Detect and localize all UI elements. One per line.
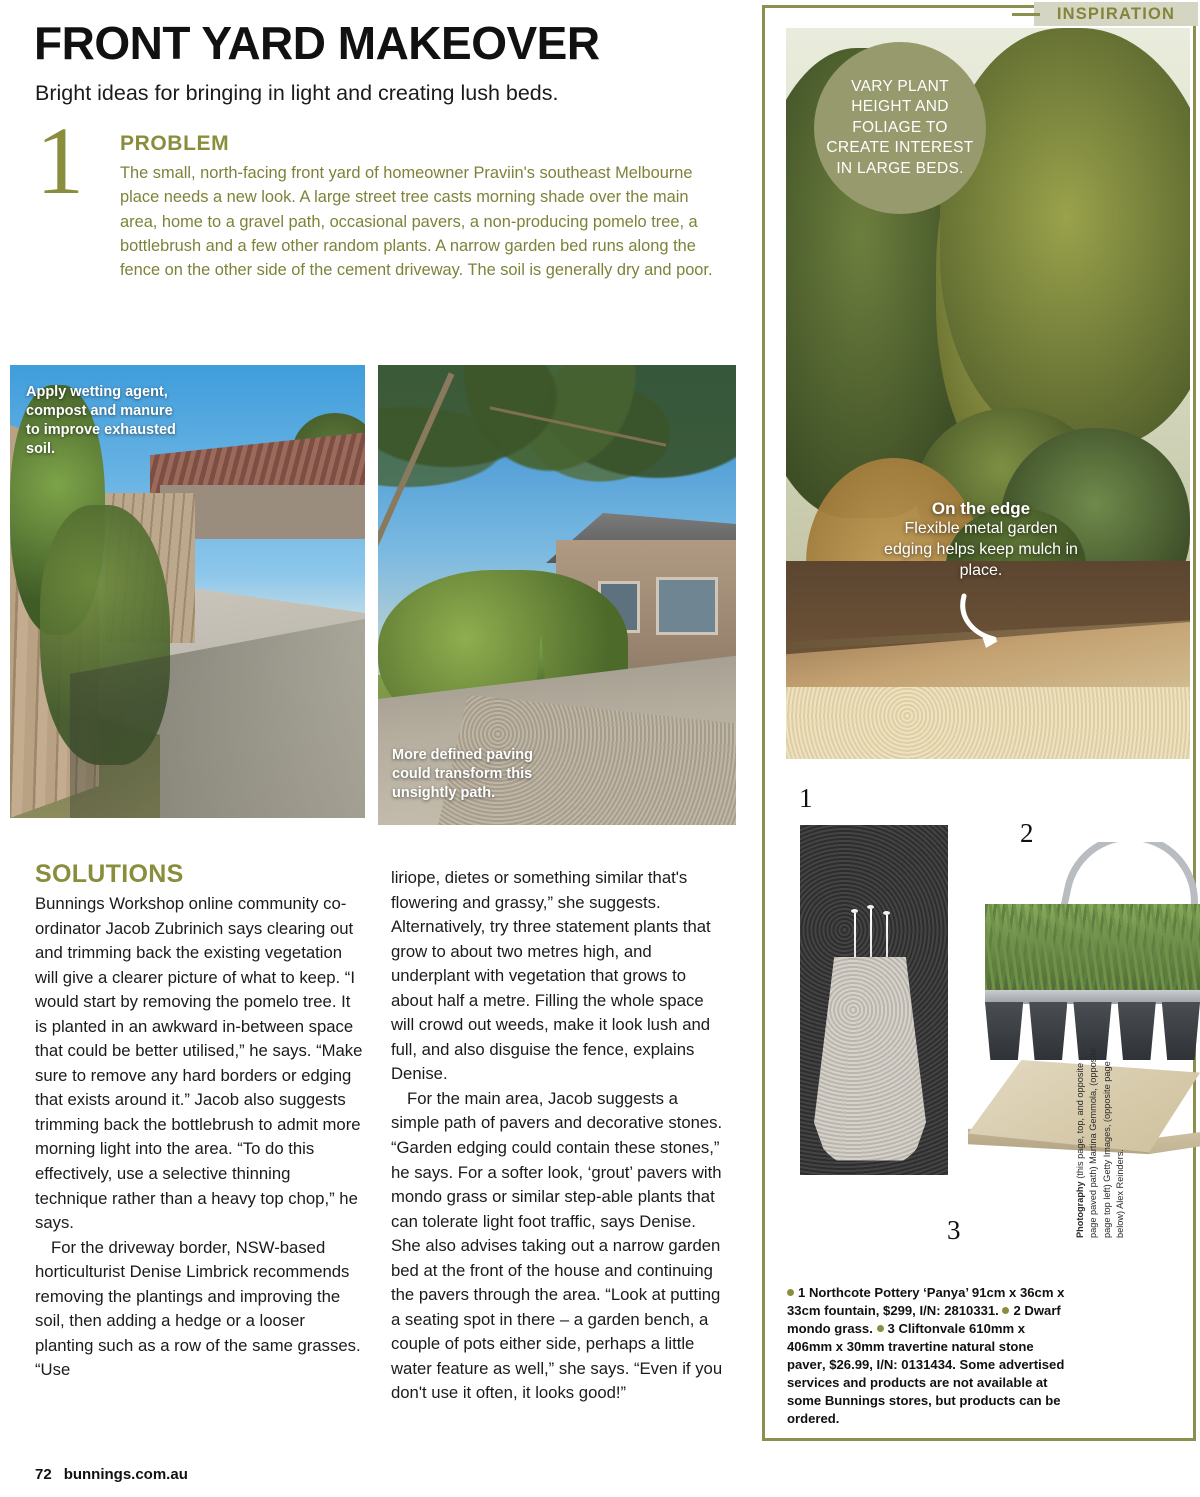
solutions-col2-para-1: liriope, dietes or something similar that's flowering and grassy,” she suggests. Alternatively, try three statement plants that grow to about two metres high, and underplant with vegetation that grows to about half a metre. Filling the whole space will crowd out weeds, make it look lush and full, and also disguise the fence, explains Denise. <box>391 868 711 1084</box>
product-number-2: 2 <box>1020 818 1034 848</box>
page-number: 72 <box>35 1466 52 1483</box>
solutions-heading: SOLUTIONS <box>35 860 184 888</box>
solutions-column-2 <box>391 866 727 1406</box>
product-number-1: 1 <box>799 783 813 813</box>
product-image-mondo-grass <box>985 842 1200 1062</box>
product-image-fountain <box>800 825 948 1175</box>
tray-pot <box>985 1002 1023 1060</box>
photo-front-yard-fence <box>10 365 365 818</box>
problem-section <box>120 132 720 282</box>
problem-text: The small, north-facing front yard of homeowner Praviin's southeast Melbourne place needs a new look. A large street tree casts morning shade over the main area, home to a gravel path, occasional pavers, a non-producing pomelo tree, a bottlebrush and a few other random plants. A narrow garden bed runs along the fence on the other side of the cement driveway. The soil is generally dry and poor. <box>120 164 713 280</box>
page-title: FRONT YARD MAKEOVER <box>34 17 600 69</box>
solutions-col1-para-2: For the driveway border, NSW-based horticulturist Denise Limbrick recommends removing the plantings and improving the soil, then adding a hedge or a looser planting such as a row of the same grasses. “Use <box>35 1237 361 1380</box>
credit-label: Photography <box>1075 1181 1085 1238</box>
tray-pot <box>1162 1002 1200 1060</box>
fountain-jet-top-2 <box>867 905 874 909</box>
page-footer <box>35 1466 188 1483</box>
inspiration-rule <box>1012 13 1040 16</box>
curved-arrow-icon <box>958 592 1018 652</box>
caption-1-number: 1 <box>798 1285 806 1300</box>
caption-2-number: 2 <box>1013 1303 1021 1319</box>
bullet-dot-icon <box>877 1325 884 1332</box>
product-disclaimer: Some advertised services and products are not available at some Bunnings stores, but products can be ordered. <box>787 1357 1065 1427</box>
tray-pot <box>1029 1002 1067 1060</box>
callout-circle: VARY PLANT HEIGHT AND FOLIAGE TO CREATE INTEREST IN LARGE BEDS. <box>814 42 986 214</box>
caption-1-pre: Northcote Pottery ‘Panya’ 91cm x 36cm x 33cm <box>787 1285 1065 1319</box>
fountain-jet-top-3 <box>883 911 890 915</box>
bullet-dot-icon <box>1002 1307 1009 1314</box>
inspiration-tab: INSPIRATION <box>1034 2 1198 26</box>
on-the-edge-caption <box>882 498 1080 582</box>
caption-3-post: , $26.99, I/N: 0131434. <box>821 1357 956 1373</box>
photo-a-caption: Apply wetting agent, compost and manure to improve exhausted soil. <box>26 384 176 457</box>
on-the-edge-title: On the edge <box>931 499 1031 518</box>
solutions-column-1 <box>35 892 365 1383</box>
footer-website: bunnings.com.au <box>63 1466 188 1483</box>
caption-2-bold: Dwarf mondo grass. <box>787 1303 1061 1337</box>
solutions-col1-para-1: Bunnings Workshop online community co-ordinator Jacob Zubrinich says clearing out and trimming back the existing vegetation will give a clearer picture of what to keep. “I would start by removing the pomelo tree. It is planted in an awkward in-between space that could be better utilised,” he says. “Make sure to remove any hard borders or edging that exists around it.” Jacob also suggests trimming back the bottlebrush to admit more morning light into the area. “To do this effectively, use a selective thinning technique rather than a heavy top chop,” he says. <box>35 894 363 1233</box>
mondo-grass-foliage <box>985 904 1200 994</box>
caption-3-number: 3 <box>887 1321 895 1337</box>
photo-b-caption: More defined paving could transform this unsightly path. <box>392 747 533 802</box>
page-subtitle: Bright ideas for bringing in light and creating lush beds. <box>35 81 559 105</box>
product-captions <box>787 1284 1069 1429</box>
hero-gravel <box>786 687 1190 759</box>
caption-3-pre: Cliftonvale 610mm x 406mm x 30mm travertine natural stone <box>787 1321 1034 1355</box>
caption-1-bold: fountain <box>824 1303 876 1319</box>
fountain-jet-top-1 <box>851 909 858 913</box>
on-the-edge-text: Flexible metal garden edging helps keep mulch in place. <box>884 520 1078 579</box>
fountain-pot <box>814 957 926 1169</box>
bullet-dot-icon <box>787 1289 794 1296</box>
photography-credit <box>1074 1042 1127 1238</box>
solutions-col2-para-2: For the main area, Jacob suggests a simple path of pavers and decorative stones. “Garden edging could contain these stones,” he says. For a softer look, ‘grout’ pavers with mondo grass or similar step-able plants that can tolerate light foot traffic, says Denise. She also advises taking out a narrow garden bed at the front of the house and continuing the pavers through the area. “Look at putting a seating spot in there – a garden bench, a couple of pots either side, perhaps a little water feature as well,” she says. “Even if you don't use it often, it looks good!” <box>391 1088 723 1403</box>
caption-1-post: , $299, I/N: 2810331. <box>875 1303 999 1319</box>
product-number-3: 3 <box>947 1215 961 1245</box>
credit-text: (this page, top, and opposite page paved path) Martina Gemmola, (opposite page top left) Getty Images, (opposite page below) Alex Reinders. <box>1075 1048 1126 1238</box>
problem-heading: PROBLEM <box>120 132 230 155</box>
caption-3-bold: paver <box>787 1357 822 1373</box>
photo-b-window <box>656 577 718 635</box>
step-number: 1 <box>36 107 84 214</box>
photo-front-yard-path <box>378 365 736 825</box>
